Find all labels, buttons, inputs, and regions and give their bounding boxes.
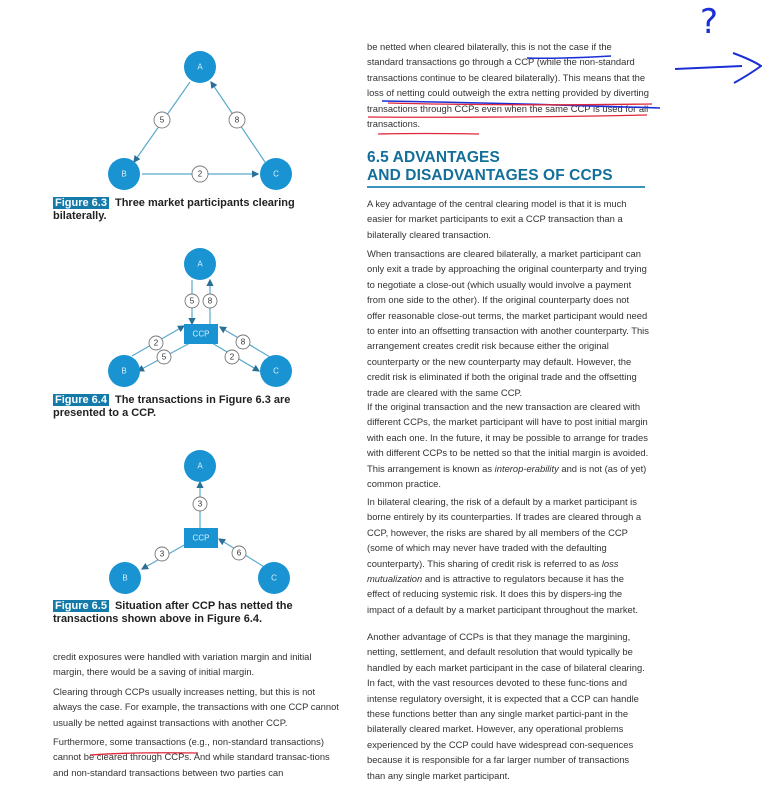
- question-mark-annotation: ?: [700, 2, 719, 42]
- svg-text:C: C: [271, 573, 277, 583]
- body-paragraph: When transactions are cleared bilaterally, a market participant can only exit a trade by approaching the original counterparty and trying to negotiate a close-out (which usually would involve a payment from one side to the other). If the original counterparty does not offer reasonable close-out terms, the market participant would need to enter into an offsetting transaction with another counterparty. This arrangement creates credit risk because either the original counterparty or the new counterparty may default. However, the credit risk is eliminated if both the original trade and the offsetting trade are cleared with the same CCP.: [367, 248, 649, 398]
- svg-text:A: A: [197, 259, 203, 269]
- svg-text:B: B: [121, 169, 127, 179]
- svg-text:8: 8: [207, 296, 213, 306]
- caption-text: Situation after CCP has netted the transactions shown above in Figure 6.4.: [53, 600, 293, 625]
- caption-text: Three market participants clearing bilaterally.: [53, 197, 295, 222]
- italic-term: interop-erability: [494, 462, 559, 474]
- svg-text:CCP: CCP: [192, 533, 210, 543]
- svg-text:A: A: [197, 62, 203, 72]
- text-run: and is attractive to regulators because it has the effect of reducing systemic risk. It does this by dispers-ing the impact of a default by a market participant throughout the market.: [367, 573, 638, 615]
- svg-text:B: B: [121, 366, 127, 376]
- body-paragraph: credit exposures were handled with variation margin and initial margin, there would be a saving of initial margin.: [53, 651, 312, 678]
- svg-text:3: 3: [159, 549, 165, 559]
- svg-text:8: 8: [240, 337, 246, 347]
- figure-tag: Figure 6.5: [55, 600, 107, 612]
- figure-tag: Figure 6.4: [55, 394, 107, 406]
- svg-text:3: 3: [197, 499, 203, 509]
- svg-text:C: C: [273, 169, 279, 179]
- svg-text:2: 2: [197, 169, 203, 179]
- text-run: and is not (as of yet) common practice.: [367, 462, 647, 490]
- red-underline: [368, 115, 647, 117]
- svg-text:B: B: [122, 573, 128, 583]
- body-paragraph: Another advantage of CCPs is that they manage the margining, netting, settlement, and default resolution that would typically be handled by each market participant in the case of bilateral clearing. In fact, with the vast resources devoted to these func-tions and intense regulatory oversight, it is expected that a CCP can handle these functions better than any single market partici-pant in the bilaterally cleared market. However, any operational problems experienced by the CCP could have widespread con-sequences because it is responsible for a far larger number of transactions than any single market participant.: [367, 631, 645, 781]
- text-run: In bilateral clearing, the risk of a default by a market participant is borne entirely by its counterparties. If trades are cleared through a CCP, however, the risks are shared by all members of the CCP (some of which may never have traded with the defaulting counterparty). This sharing of credit risk is referred to as: [367, 496, 642, 569]
- svg-text:2: 2: [229, 352, 235, 362]
- blue-underline: [527, 56, 611, 58]
- heading-line-2: AND DISADVANTAGES OF CCPS: [367, 167, 613, 184]
- body-paragraph: be netted when cleared bilaterally, this is not the case if the standard transactions go through a CCP (while the non-standard transactions continue to be cleared bilaterally). This means that the loss of netting could outweigh the extra netting provided by diverting transactions through CCPs even when the same CCP is used for all transactions.: [367, 41, 649, 130]
- italic-term: loss mutualization: [367, 557, 619, 585]
- heading-line-1: 6.5 ADVANTAGES: [367, 149, 500, 166]
- caption-text: The transactions in Figure 6.3 are presented to a CCP.: [53, 394, 291, 419]
- figure-tag: Figure 6.3: [55, 197, 107, 209]
- svg-text:8: 8: [234, 115, 240, 125]
- svg-text:5: 5: [159, 115, 165, 125]
- red-underline: [90, 753, 198, 755]
- svg-text:5: 5: [161, 352, 167, 362]
- svg-text:6: 6: [236, 548, 242, 558]
- body-paragraph: A key advantage of the central clearing model is that it is much easier for market participants to exit a CCP transaction than a bilaterally cleared transaction.: [367, 198, 627, 240]
- arrow-right-icon: [675, 53, 761, 83]
- svg-text:5: 5: [189, 296, 195, 306]
- svg-text:A: A: [197, 461, 203, 471]
- body-paragraph: Clearing through CCPs usually increases netting, but this is not always the case. For example, the transactions with one CCP cannot usually be netted against transactions with another CCP.: [53, 686, 339, 728]
- text-run: If the original transaction and the new transaction are cleared with different CCPs, the market participant will have to post initial margin with each one. In the future, it may be possible to arrange for trades with different CCPs to be netted so that the initial margin is avoided. This arrangement is known as: [367, 401, 649, 474]
- svg-text:C: C: [273, 366, 279, 376]
- svg-text:CCP: CCP: [192, 329, 210, 339]
- body-paragraph: Furthermore, some transactions (e.g., non-standard transactions) cannot be cleared through CCPs. And while standard transac-tions and non-standard transactions between two parties can: [53, 736, 330, 778]
- svg-text:2: 2: [153, 338, 159, 348]
- red-underline: [378, 134, 479, 135]
